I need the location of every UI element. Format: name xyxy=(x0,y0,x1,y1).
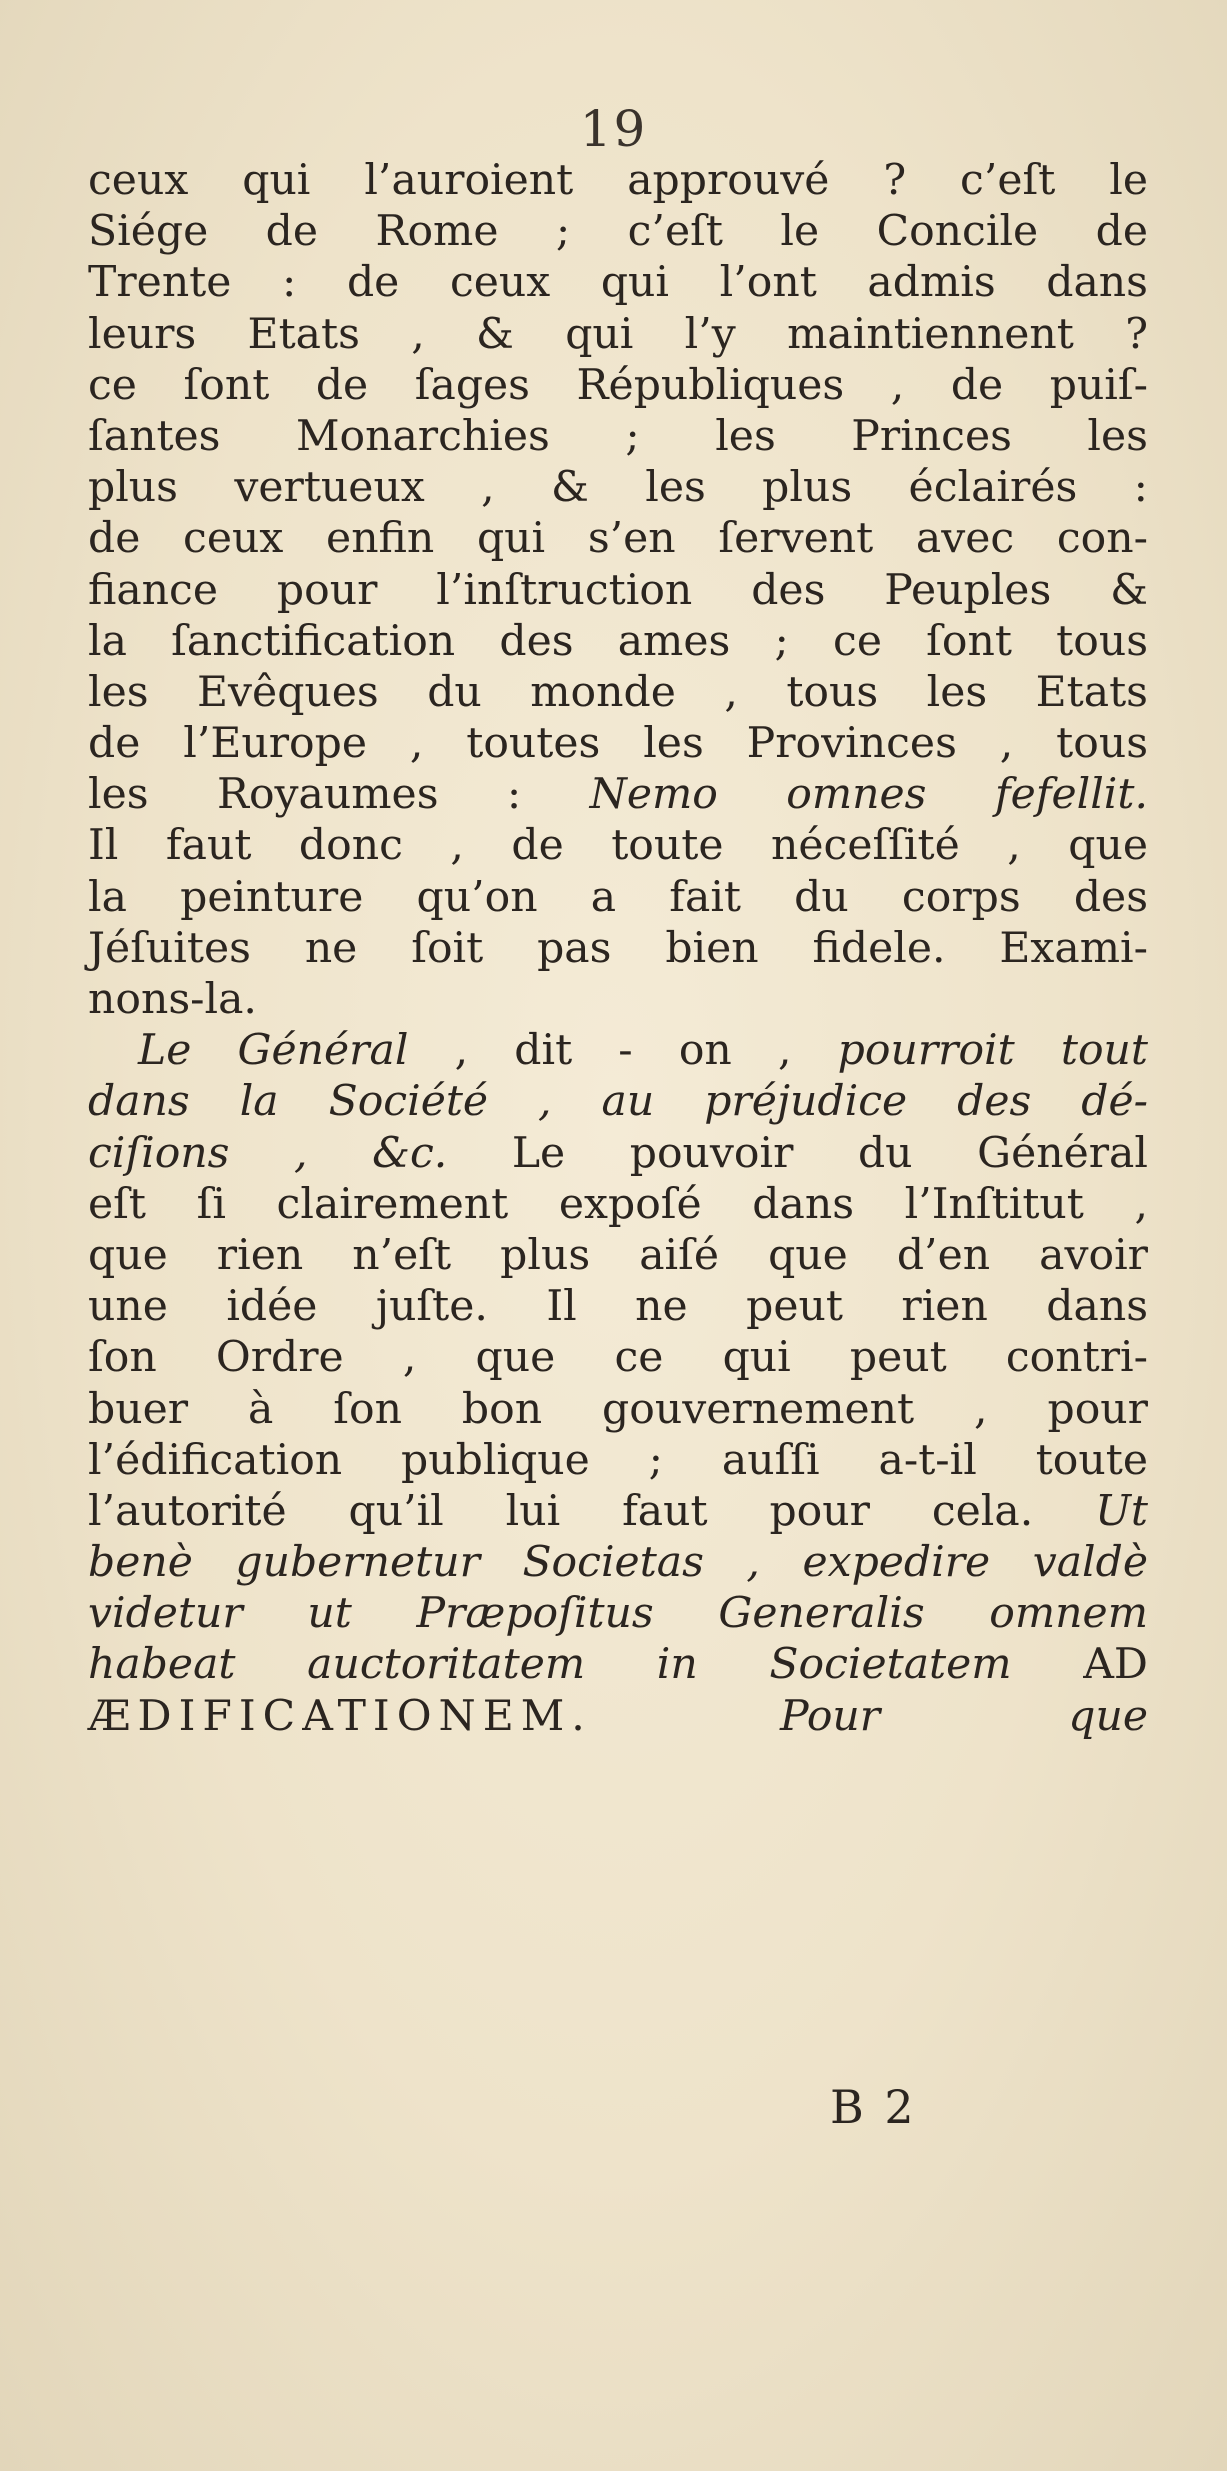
text-line xyxy=(88,462,1148,513)
italic-run: dans la Société , au préjudice des dé- xyxy=(88,1077,1148,1127)
text-line xyxy=(88,1230,1148,1281)
text-run: eſt ſi clairement expoſé dans l’Inſtitut , xyxy=(88,1179,1148,1229)
text-line xyxy=(88,411,1148,462)
text-run: les Evêques du monde , tous les Etats xyxy=(88,667,1148,717)
page-number: 19 xyxy=(579,100,648,158)
text-line xyxy=(88,1076,1148,1127)
text-line xyxy=(88,1025,1148,1076)
italic-run: benè gubernetur Societas , expedire valdè xyxy=(88,1538,1148,1588)
text-line xyxy=(88,1332,1148,1383)
text-run: plus vertueux , & les plus éclairés : xyxy=(88,463,1148,513)
italic-run: videtur ut Præpoſitus Generalis omnem xyxy=(88,1589,1148,1639)
text-run: AD xyxy=(1011,1640,1148,1690)
text-run: de ceux enfin qui s’en ſervent avec con- xyxy=(88,514,1148,564)
signature-mark: B 2 xyxy=(830,2080,917,2134)
italic-run: pourroit tout xyxy=(837,1026,1148,1076)
text-run: de l’Europe , toutes les Provinces , tous xyxy=(88,719,1148,769)
text-run: leurs Etats , & qui l’y maintiennent ? xyxy=(88,309,1148,359)
body-text xyxy=(88,155,1148,1742)
text-run: la ſanctification des ames ; ce ſont tous xyxy=(88,616,1148,666)
text-line xyxy=(88,1435,1148,1486)
italic-run: ciſions , &c. xyxy=(88,1128,448,1178)
italic-run: habeat auctoritatem in Societatem xyxy=(88,1640,1012,1690)
text-line xyxy=(88,923,1148,974)
text-line xyxy=(88,974,1148,1025)
italic-run: Pour que xyxy=(591,1691,1148,1741)
text-line xyxy=(88,1588,1148,1639)
text-line xyxy=(88,360,1148,411)
text-line xyxy=(88,1281,1148,1332)
text-line xyxy=(88,565,1148,616)
italic-run: Ut xyxy=(1095,1486,1148,1536)
text-run: Siége de Rome ; c’eſt le Concile de xyxy=(88,207,1148,257)
text-run: Le pouvoir du Général xyxy=(447,1128,1148,1178)
caps-run: ÆDIFICATIONEM. xyxy=(88,1691,592,1741)
text-line xyxy=(88,1537,1148,1588)
text-line xyxy=(88,718,1148,769)
italic-run: Le Général xyxy=(138,1026,409,1076)
text-line xyxy=(88,1486,1148,1537)
text-line xyxy=(88,1384,1148,1435)
text-run: la peinture qu’on a fait du corps des xyxy=(88,872,1148,922)
latin-quote: Nemo omnes fefellit. xyxy=(589,770,1148,820)
text-line xyxy=(88,1179,1148,1230)
text-run: ceux qui l’auroient approuvé ? c’eſt le xyxy=(88,156,1148,205)
text-line xyxy=(88,616,1148,667)
text-run: buer à ſon bon gouvernement , pour xyxy=(88,1384,1148,1434)
text-run: les Royaumes : xyxy=(88,770,590,820)
text-line xyxy=(88,155,1148,206)
text-run: ſantes Monarchies ; les Princes les xyxy=(88,411,1148,461)
text-line xyxy=(88,769,1148,820)
text-run: l’édification publique ; auſſi a-t-il toute xyxy=(88,1435,1148,1485)
text-run: fiance pour l’inſtruction des Peuples & xyxy=(88,565,1148,615)
text-run: Il faut donc , de toute néceſſité , que xyxy=(88,821,1148,871)
text-line xyxy=(88,667,1148,718)
text-run: , dit - on , xyxy=(408,1026,838,1076)
text-line xyxy=(88,257,1148,308)
text-line xyxy=(88,1639,1148,1690)
text-run: Jéſuites ne ſoit pas bien fidele. Exami- xyxy=(88,923,1148,973)
text-line xyxy=(88,872,1148,923)
text-run: nons-la. xyxy=(88,975,257,1024)
text-run: ſon Ordre , que ce qui peut contri- xyxy=(88,1333,1148,1383)
text-line xyxy=(88,513,1148,564)
text-run: une idée juſte. Il ne peut rien dans xyxy=(88,1282,1148,1332)
text-line xyxy=(88,206,1148,257)
text-line xyxy=(88,1128,1148,1179)
text-run: Trente : de ceux qui l’ont admis dans xyxy=(88,258,1148,308)
text-run: que rien n’eſt plus aiſé que d’en avoir xyxy=(88,1230,1148,1280)
text-run: ce ſont de ſages Républiques , de puiſ- xyxy=(88,360,1148,410)
text-line xyxy=(88,820,1148,871)
text-line xyxy=(88,309,1148,360)
text-line xyxy=(88,1691,1148,1742)
text-run: l’autorité qu’il lui faut pour cela. xyxy=(88,1486,1096,1536)
